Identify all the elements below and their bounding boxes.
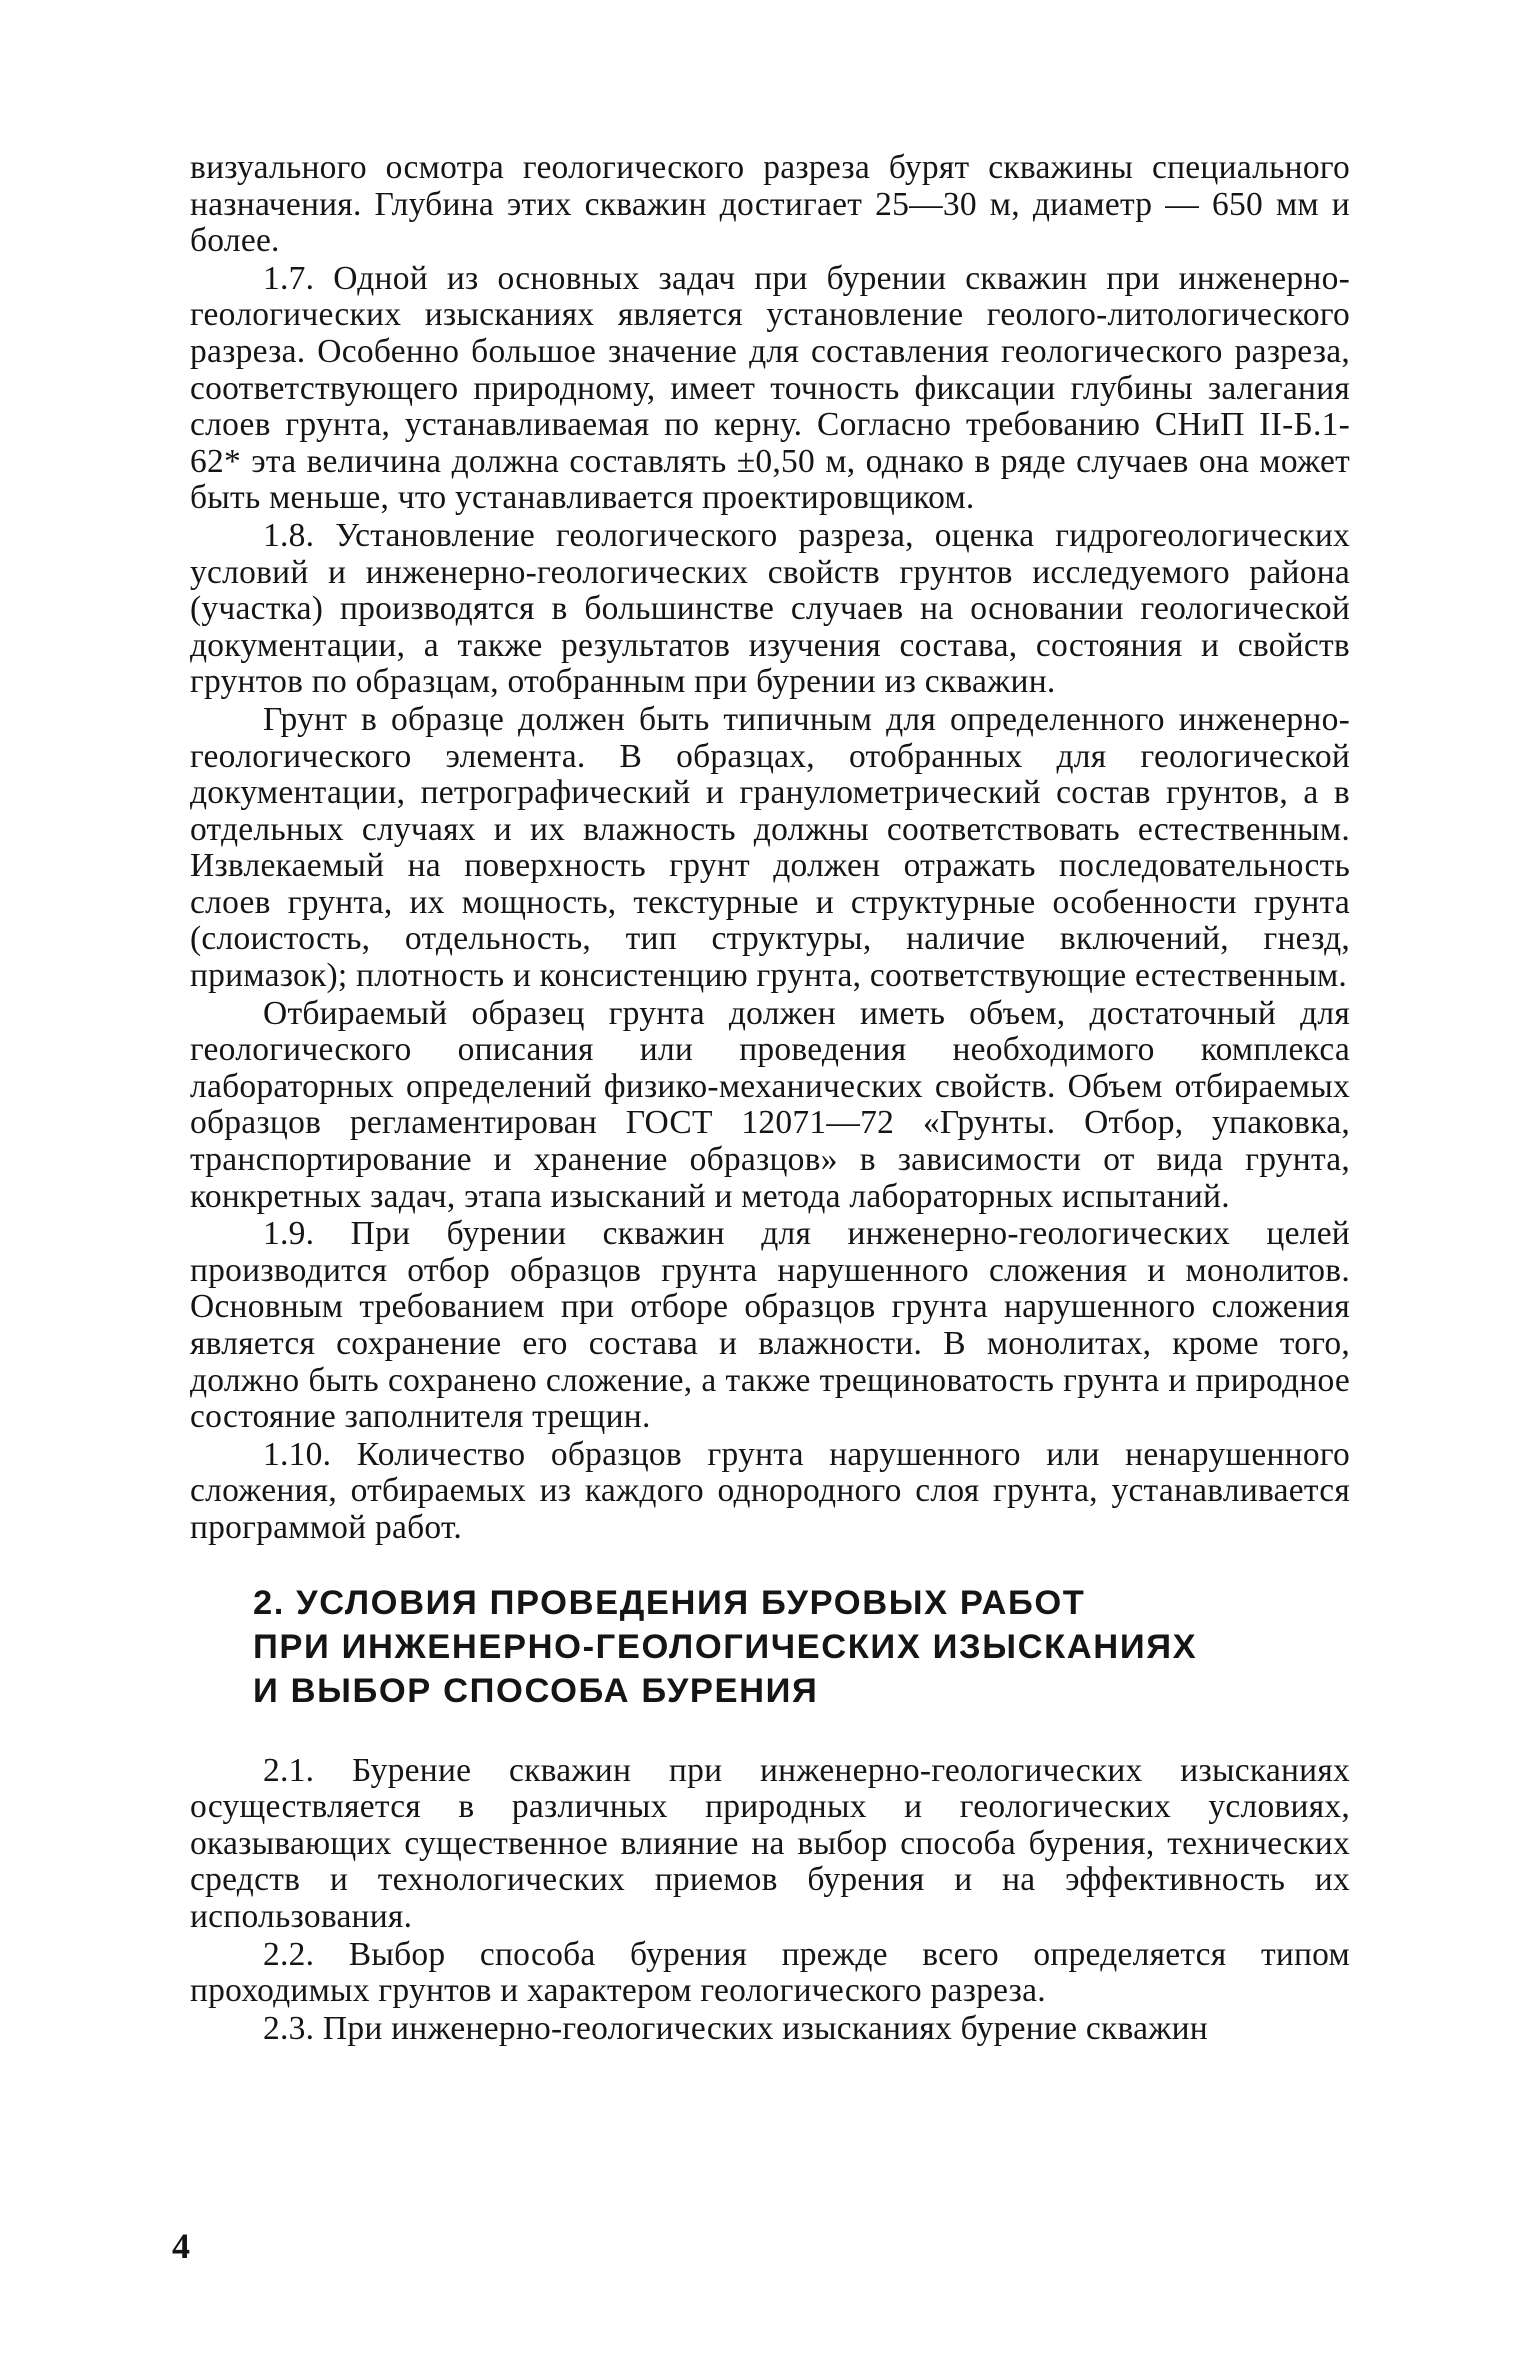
section-2-heading-line-1: 2. УСЛОВИЯ ПРОВЕДЕНИЯ БУРОВЫХ РАБОТ xyxy=(253,1583,1086,1622)
page-number: 4 xyxy=(172,2226,190,2266)
section-2-heading xyxy=(190,1581,1350,1713)
paragraph-sample-typical: Грунт в образце должен быть типичным для определенного инженерно-геологического элемента. В образцах, отобранных для геологической документации, петрографический и гранулометрический состав грунтов, а в отдельных случаях и их влажность должны соответствовать естественным. Извлекаемый на поверхность грунт должен отражать последовательность слоев грунта, их мощность, текстурные и структурные особенности грунта (слоистость, отдельность, тип структуры, наличие включений, гнезд, примазок); плотность и консистенцию грунта, соответствующие естественным. xyxy=(190,700,1350,995)
section-2-heading-line-3: И ВЫБОР СПОСОБА БУРЕНИЯ xyxy=(253,1671,819,1710)
paragraph-2-3: 2.3. При инженерно-геологических изысканиях бурение скважин xyxy=(263,2009,1208,2047)
paragraph-sample-volume: Отбираемый образец грунта должен иметь объем, достаточный для геологического описания или проведения необходимого комплекса лабораторных определений физико-механических свойств. Объем отбираемых образцов регламентирован ГОСТ 12071—72 «Грунты. Отбор, упаковка, транспортирование и хранение образцов» в зависимости от вида грунта, конкретных задач, этапа изысканий и метода лабораторных испытаний. xyxy=(190,994,1350,1215)
paragraph-1-10: 1.10. Количество образцов грунта нарушенного или ненарушенного сложения, отбираемых из каждого однородного слоя грунта, устанавливается программой работ. xyxy=(190,1435,1350,1546)
paragraph-1-8: 1.8. Установление геологического разреза, оценка гидрогеологических условий и инженерно-геологических свойств грунтов исследуемого района (участка) производятся в большинстве случаев на основании геологической документации, а также результатов изучения состава, состояния и свойств грунтов по образцам, отобранным при бурении из скважин. xyxy=(190,516,1350,701)
document-page xyxy=(190,150,1350,2047)
paragraph-continuation: визуального осмотра геологического разреза бурят скважины специального назначения. Глубина этих скважин достигает 25—30 м, диаметр — 650 мм и более. xyxy=(190,149,1350,260)
paragraph-1-7: 1.7. Одной из основных задач при бурении скважин при инженерно-геологических изысканиях является установление геолого-литологического разреза. Особенно большое значение для составления геологического разреза, соответствующего природному, имеет точность фиксации глубины залегания слоев грунта, устанавливаемая по керну. Согласно требованию СНиП II-Б.1-62* эта величина должна составлять ±0,50 м, однако в ряде случаев она может быть меньше, что устанавливается проектировщиком. xyxy=(190,259,1350,517)
paragraph-1-9: 1.9. При бурении скважин для инженерно-геологических целей производится отбор образцов грунта нарушенного сложения и монолитов. Основным требованием при отборе образцов грунта нарушенного сложения является сохранение его состава и влажности. В монолитах, кроме того, должно быть сохранено сложение, а также трещиноватость грунта и природное состояние заполнителя трещин. xyxy=(190,1215,1350,1436)
section-2-body xyxy=(190,1753,1350,2048)
paragraph-2-2: 2.2. Выбор способа бурения прежде всего определяется типом проходимых грунтов и характером геологического разреза. xyxy=(190,1935,1350,2010)
section-1-continuation xyxy=(190,150,1350,1547)
paragraph-2-1: 2.1. Бурение скважин при инженерно-геологических изысканиях осуществляется в различных природных и геологических условиях, оказывающих существенное влияние на выбор способа бурения, технических средств и технологических приемов бурения и на эффективность их использования. xyxy=(190,1751,1350,1935)
section-2-heading-line-2: ПРИ ИНЖЕНЕРНО-ГЕОЛОГИЧЕСКИХ ИЗЫСКАНИЯХ xyxy=(253,1627,1198,1666)
